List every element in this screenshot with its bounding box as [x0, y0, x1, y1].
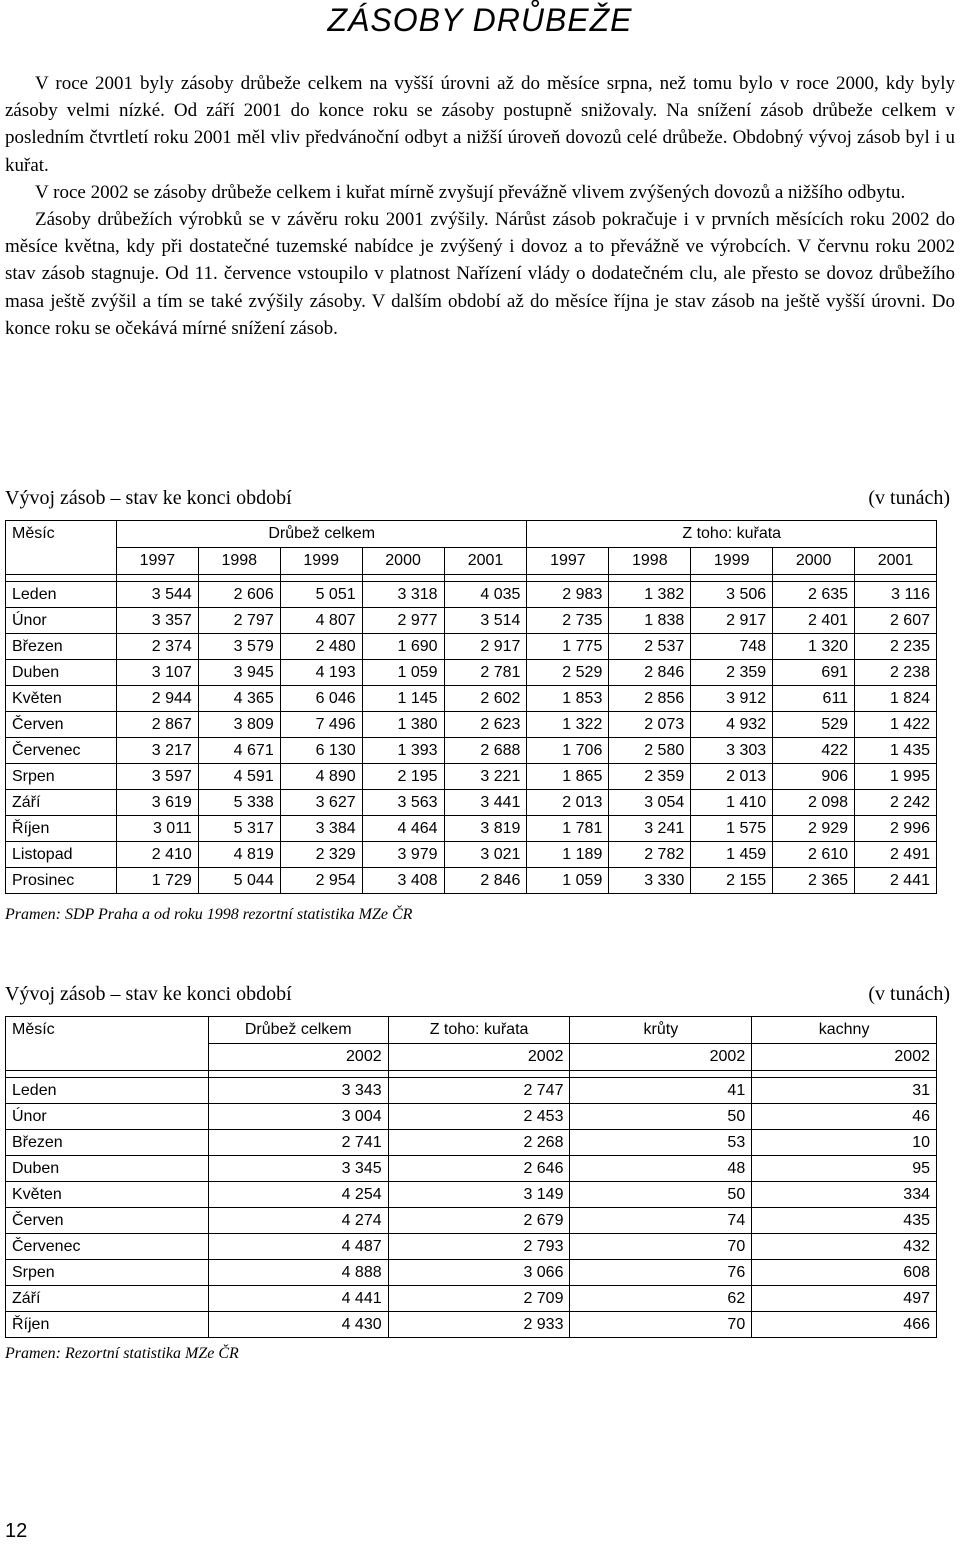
table1-unit: (v tunách) [868, 487, 950, 509]
value-cell: 1 320 [773, 634, 855, 660]
value-cell: 3 384 [280, 816, 362, 842]
value-cell: 2 268 [388, 1130, 570, 1156]
value-cell: 3 357 [116, 608, 198, 634]
year-header-cell: 1997 [116, 548, 198, 575]
year-header-cell: 1998 [609, 548, 691, 575]
value-cell: 53 [570, 1130, 752, 1156]
value-cell: 2 242 [855, 790, 937, 816]
value-cell: 2 846 [609, 660, 691, 686]
table-row [6, 1208, 937, 1234]
year-header-cell: 2001 [444, 548, 527, 575]
year-header-cell: 2002 [570, 1044, 752, 1071]
value-cell: 2 195 [362, 764, 444, 790]
value-cell: 334 [752, 1182, 937, 1208]
value-cell: 3 408 [362, 868, 444, 894]
table-row [6, 1156, 937, 1182]
value-cell: 748 [691, 634, 773, 660]
value-cell: 1 382 [609, 582, 691, 608]
value-cell: 2 013 [691, 764, 773, 790]
value-cell: 4 890 [280, 764, 362, 790]
value-cell: 2 013 [527, 790, 609, 816]
year-header-cell: 2001 [855, 548, 937, 575]
value-cell: 3 912 [691, 686, 773, 712]
value-cell: 2 846 [444, 868, 527, 894]
value-cell: 4 487 [208, 1234, 388, 1260]
value-cell: 2 529 [527, 660, 609, 686]
value-cell: 1 145 [362, 686, 444, 712]
value-cell: 4 591 [198, 764, 280, 790]
value-cell: 5 051 [280, 582, 362, 608]
table-row [6, 868, 937, 894]
value-cell: 3 221 [444, 764, 527, 790]
value-cell: 2 441 [855, 868, 937, 894]
value-cell: 4 254 [208, 1182, 388, 1208]
table1-header-month: Měsíc [6, 521, 117, 575]
value-cell: 5 338 [198, 790, 280, 816]
value-cell: 6 046 [280, 686, 362, 712]
value-cell: 2 607 [855, 608, 937, 634]
table-row [6, 582, 937, 608]
value-cell: 4 807 [280, 608, 362, 634]
month-cell: Leden [6, 582, 117, 608]
value-cell: 50 [570, 1182, 752, 1208]
value-cell: 3 343 [208, 1078, 388, 1104]
value-cell: 4 932 [691, 712, 773, 738]
value-cell: 3 441 [444, 790, 527, 816]
table1-source: Pramen: SDP Praha a od roku 1998 rezortní statistika MZe ČR [5, 906, 413, 923]
value-cell: 1 059 [527, 868, 609, 894]
value-cell: 2 610 [773, 842, 855, 868]
value-cell: 3 303 [691, 738, 773, 764]
month-cell: Leden [6, 1078, 209, 1104]
value-cell: 3 506 [691, 582, 773, 608]
value-cell: 3 066 [388, 1260, 570, 1286]
value-cell: 2 781 [444, 660, 527, 686]
month-cell: Červenec [6, 1234, 209, 1260]
month-cell: Únor [6, 608, 117, 634]
table1-caption-label: Vývoj zásob – stav ke konci období [5, 487, 292, 509]
value-cell: 1 690 [362, 634, 444, 660]
value-cell: 3 619 [116, 790, 198, 816]
value-cell: 1 995 [855, 764, 937, 790]
value-cell: 3 345 [208, 1156, 388, 1182]
value-cell: 1 838 [609, 608, 691, 634]
value-cell: 2 365 [773, 868, 855, 894]
value-cell: 2 480 [280, 634, 362, 660]
value-cell: 3 579 [198, 634, 280, 660]
page-title: ZÁSOBY DRŮBEŽE [327, 2, 633, 38]
table2-unit: (v tunách) [868, 983, 950, 1005]
value-cell: 1 435 [855, 738, 937, 764]
value-cell: 4 441 [208, 1286, 388, 1312]
value-cell: 2 537 [609, 634, 691, 660]
value-cell: 1 706 [527, 738, 609, 764]
value-cell: 70 [570, 1312, 752, 1338]
value-cell: 5 044 [198, 868, 280, 894]
value-cell: 3 107 [116, 660, 198, 686]
value-cell: 1 865 [527, 764, 609, 790]
value-cell: 435 [752, 1208, 937, 1234]
value-cell: 2 410 [116, 842, 198, 868]
table2-header-total: Drůbež celkem [208, 1017, 388, 1044]
value-cell: 3 330 [609, 868, 691, 894]
value-cell: 432 [752, 1234, 937, 1260]
table2-header-duck: kachny [752, 1017, 937, 1044]
value-cell: 2 917 [691, 608, 773, 634]
month-cell: Říjen [6, 1312, 209, 1338]
value-cell: 2 602 [444, 686, 527, 712]
value-cell: 3 054 [609, 790, 691, 816]
value-cell: 2 679 [388, 1208, 570, 1234]
table-row [6, 634, 937, 660]
value-cell: 529 [773, 712, 855, 738]
value-cell: 2 329 [280, 842, 362, 868]
table1-header-group2: Z toho: kuřata [527, 521, 937, 548]
value-cell: 74 [570, 1208, 752, 1234]
month-cell: Září [6, 1286, 209, 1312]
month-cell: Březen [6, 634, 117, 660]
value-cell: 2 580 [609, 738, 691, 764]
month-cell: Srpen [6, 1260, 209, 1286]
value-cell: 5 317 [198, 816, 280, 842]
value-cell: 2 606 [198, 582, 280, 608]
value-cell: 46 [752, 1104, 937, 1130]
value-cell: 3 514 [444, 608, 527, 634]
month-cell: Březen [6, 1130, 209, 1156]
value-cell: 497 [752, 1286, 937, 1312]
month-cell: Únor [6, 1104, 209, 1130]
table2-caption [5, 983, 955, 1009]
year-header-cell: 2002 [208, 1044, 388, 1071]
value-cell: 95 [752, 1156, 937, 1182]
month-cell: Srpen [6, 764, 117, 790]
table1 [5, 520, 937, 894]
table-row [6, 816, 937, 842]
value-cell: 2 977 [362, 608, 444, 634]
table-row [6, 1286, 937, 1312]
value-cell: 2 359 [609, 764, 691, 790]
value-cell: 70 [570, 1234, 752, 1260]
month-cell: Říjen [6, 816, 117, 842]
table1-header-group1: Drůbež celkem [116, 521, 527, 548]
value-cell: 3 149 [388, 1182, 570, 1208]
value-cell: 3 544 [116, 582, 198, 608]
table-row [6, 660, 937, 686]
table-row [6, 790, 937, 816]
paragraph: V roce 2001 byly zásoby drůbeže celkem na vyšší úrovni až do měsíce srpna, než tomu bylo v roce 2000, kdy byly zásoby velmi nízké. Od září 2001 do konce roku se zásoby postupně snižovaly. Na snížení zásob drůbeže celkem v posledním čtvrtletí roku 2001 měl vliv předvánoční odbyt a nižší úroveň dovozů celé drůbeže. Obdobný vývoj zásob byl i u kuřat. [5, 73, 955, 176]
table-row [6, 842, 937, 868]
table2-source: Pramen: Rezortní statistika MZe ČR [5, 1345, 239, 1362]
table1-year-row [6, 548, 937, 575]
table-row [6, 1182, 937, 1208]
value-cell: 2 238 [855, 660, 937, 686]
value-cell: 3 241 [609, 816, 691, 842]
value-cell: 2 954 [280, 868, 362, 894]
value-cell: 41 [570, 1078, 752, 1104]
table1-caption [5, 487, 955, 513]
table-row [6, 608, 937, 634]
value-cell: 3 116 [855, 582, 937, 608]
value-cell: 3 819 [444, 816, 527, 842]
value-cell: 2 735 [527, 608, 609, 634]
table-row [6, 764, 937, 790]
value-cell: 2 359 [691, 660, 773, 686]
value-cell: 4 464 [362, 816, 444, 842]
value-cell: 906 [773, 764, 855, 790]
value-cell: 4 671 [198, 738, 280, 764]
value-cell: 1 575 [691, 816, 773, 842]
value-cell: 3 004 [208, 1104, 388, 1130]
year-header-cell: 1999 [691, 548, 773, 575]
table-row [6, 1312, 937, 1338]
month-cell: Květen [6, 1182, 209, 1208]
value-cell: 2 867 [116, 712, 198, 738]
month-cell: Prosinec [6, 868, 117, 894]
value-cell: 3 217 [116, 738, 198, 764]
value-cell: 1 189 [527, 842, 609, 868]
value-cell: 2 917 [444, 634, 527, 660]
value-cell: 3 563 [362, 790, 444, 816]
table-row [6, 1260, 937, 1286]
month-cell: Červenec [6, 738, 117, 764]
table2-header-month: Měsíc [6, 1017, 209, 1071]
year-header-cell: 1999 [280, 548, 362, 575]
month-cell: Duben [6, 660, 117, 686]
body-text [5, 70, 955, 342]
value-cell: 2 782 [609, 842, 691, 868]
table2-header-row [6, 1017, 937, 1044]
month-cell: Červen [6, 712, 117, 738]
value-cell: 3 318 [362, 582, 444, 608]
value-cell: 3 597 [116, 764, 198, 790]
year-header-cell: 1998 [198, 548, 280, 575]
value-cell: 1 059 [362, 660, 444, 686]
paragraph: Zásoby drůbežích výrobků se v závěru roku 2001 zvýšily. Nárůst zásob pokračuje i v prvních měsících roku 2002 do měsíce května, kdy při dostatečné tuzemské nabídce je zvýšený i dovoz a to převážně ve výrobcích. V červnu roku 2002 stav zásob stagnuje. Od 11. července vstoupilo v platnost Nařízení vlády o dodatečném clu, ale přesto se dovoz drůbežího masa ještě zvýšil a tím se také zvýšily zásoby. V dalším období až do měsíce října je stav zásob na ještě vyšší úrovni. Do konce roku se očekává mírné snížení zásob. [5, 209, 955, 339]
value-cell: 4 430 [208, 1312, 388, 1338]
value-cell: 2 996 [855, 816, 937, 842]
value-cell: 1 824 [855, 686, 937, 712]
value-cell: 3 945 [198, 660, 280, 686]
year-header-cell: 2000 [362, 548, 444, 575]
month-cell: Duben [6, 1156, 209, 1182]
month-cell: Září [6, 790, 117, 816]
value-cell: 3 979 [362, 842, 444, 868]
month-cell: Listopad [6, 842, 117, 868]
value-cell: 2 374 [116, 634, 198, 660]
value-cell: 4 193 [280, 660, 362, 686]
value-cell: 2 944 [116, 686, 198, 712]
value-cell: 1 380 [362, 712, 444, 738]
value-cell: 7 496 [280, 712, 362, 738]
value-cell: 76 [570, 1260, 752, 1286]
table2-header-turkey: krůty [570, 1017, 752, 1044]
value-cell: 422 [773, 738, 855, 764]
value-cell: 10 [752, 1130, 937, 1156]
value-cell: 2 929 [773, 816, 855, 842]
value-cell: 2 646 [388, 1156, 570, 1182]
value-cell: 2 856 [609, 686, 691, 712]
month-cell: Červen [6, 1208, 209, 1234]
value-cell: 4 035 [444, 582, 527, 608]
value-cell: 2 155 [691, 868, 773, 894]
table2-caption-label: Vývoj zásob – stav ke konci období [5, 983, 292, 1005]
value-cell: 1 781 [527, 816, 609, 842]
value-cell: 2 401 [773, 608, 855, 634]
value-cell: 31 [752, 1078, 937, 1104]
year-header-cell: 2002 [752, 1044, 937, 1071]
value-cell: 1 853 [527, 686, 609, 712]
value-cell: 2 073 [609, 712, 691, 738]
value-cell: 2 623 [444, 712, 527, 738]
value-cell: 691 [773, 660, 855, 686]
value-cell: 3 021 [444, 842, 527, 868]
year-header-cell: 2002 [388, 1044, 570, 1071]
value-cell: 608 [752, 1260, 937, 1286]
value-cell: 2 635 [773, 582, 855, 608]
table2 [5, 1016, 937, 1338]
value-cell: 2 709 [388, 1286, 570, 1312]
value-cell: 1 775 [527, 634, 609, 660]
table-row [6, 1104, 937, 1130]
value-cell: 6 130 [280, 738, 362, 764]
value-cell: 2 741 [208, 1130, 388, 1156]
value-cell: 50 [570, 1104, 752, 1130]
value-cell: 611 [773, 686, 855, 712]
paragraph: V roce 2002 se zásoby drůbeže celkem i kuřat mírně zvyšují převážně vlivem zvýšených dovozů a nižšího odbytu. [35, 181, 906, 203]
value-cell: 4 365 [198, 686, 280, 712]
value-cell: 2 797 [198, 608, 280, 634]
value-cell: 2 983 [527, 582, 609, 608]
table-row [6, 686, 937, 712]
table-row [6, 712, 937, 738]
value-cell: 2 098 [773, 790, 855, 816]
value-cell: 2 491 [855, 842, 937, 868]
page-number: 12 [5, 1520, 28, 1542]
value-cell: 2 933 [388, 1312, 570, 1338]
value-cell: 4 819 [198, 842, 280, 868]
year-header-cell: 1997 [527, 548, 609, 575]
value-cell: 1 393 [362, 738, 444, 764]
value-cell: 2 688 [444, 738, 527, 764]
value-cell: 1 422 [855, 712, 937, 738]
value-cell: 466 [752, 1312, 937, 1338]
value-cell: 2 235 [855, 634, 937, 660]
value-cell: 3 011 [116, 816, 198, 842]
value-cell: 3 809 [198, 712, 280, 738]
month-cell: Květen [6, 686, 117, 712]
table2-header-chicken: Z toho: kuřata [388, 1017, 570, 1044]
table-row [6, 1078, 937, 1104]
value-cell: 4 888 [208, 1260, 388, 1286]
table-row [6, 1234, 937, 1260]
value-cell: 2 747 [388, 1078, 570, 1104]
table1-header-row [6, 521, 937, 548]
table-row [6, 738, 937, 764]
table-row [6, 1130, 937, 1156]
value-cell: 2 453 [388, 1104, 570, 1130]
value-cell: 62 [570, 1286, 752, 1312]
value-cell: 1 410 [691, 790, 773, 816]
value-cell: 4 274 [208, 1208, 388, 1234]
year-header-cell: 2000 [773, 548, 855, 575]
value-cell: 48 [570, 1156, 752, 1182]
value-cell: 1 459 [691, 842, 773, 868]
value-cell: 2 793 [388, 1234, 570, 1260]
value-cell: 3 627 [280, 790, 362, 816]
value-cell: 1 729 [116, 868, 198, 894]
value-cell: 1 322 [527, 712, 609, 738]
